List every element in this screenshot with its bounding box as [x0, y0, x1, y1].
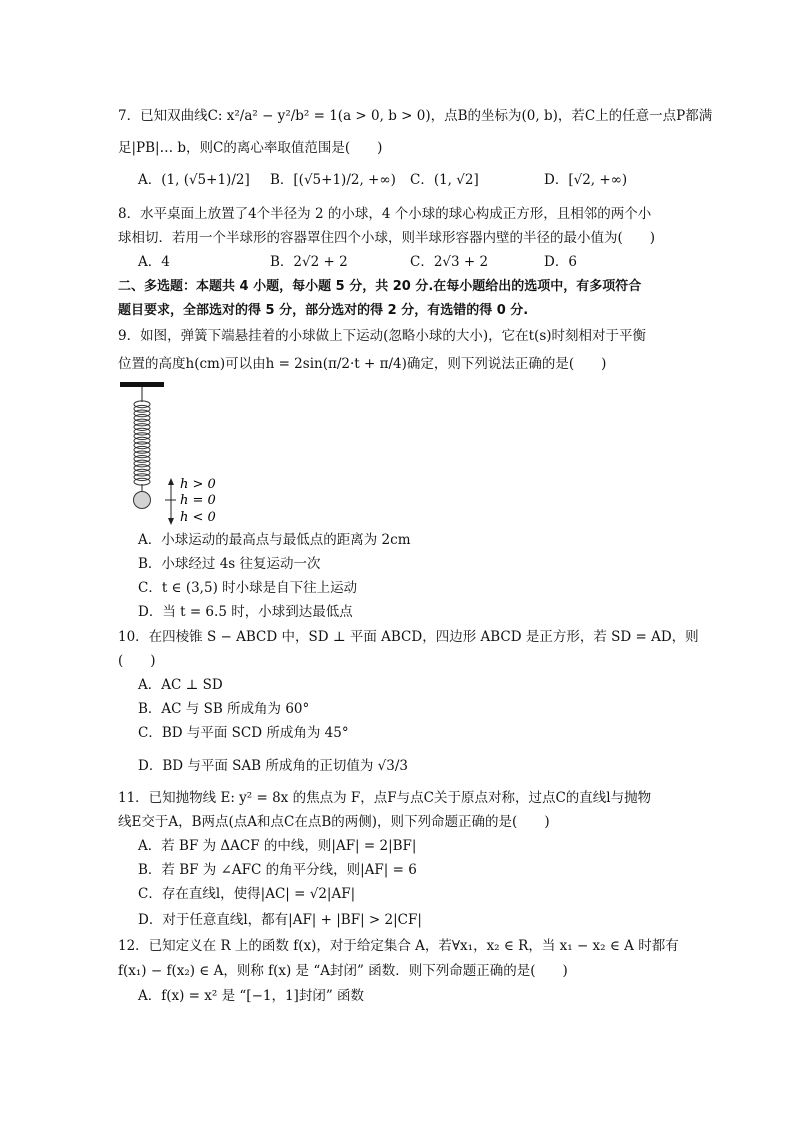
q11-option-a: A．若 BF 为 ΔACF 的中线，则|AF| = 2|BF|	[138, 838, 417, 854]
q11-option-c: C．存在直线l，使得|AC| = √2|AF|	[138, 886, 356, 902]
q8-option-c: C．2√3 + 2	[410, 254, 489, 270]
q7-option-c: C．(1, √2]	[410, 172, 479, 188]
label-h-negative: h < 0	[180, 510, 216, 525]
q11-line-2: 线E交于A，B两点(点A和点C在点B的两侧)，则下列命题正确的是( )	[118, 814, 550, 830]
q10-option-c: C．BD 与平面 SCD 所成角为 45°	[138, 725, 349, 741]
q9-option-d: D．当 t = 6.5 时，小球到达最低点	[138, 604, 353, 620]
label-h-zero: h = 0	[180, 493, 216, 508]
spring-figure	[118, 380, 228, 530]
q12-line-1: 12．已知定义在 R 上的函数 f(x)，对于给定集合 A，若∀x₁，x₂ ∈ R，当 x₁ − x₂ ∈ A 时都有	[118, 938, 679, 954]
spring-diagram	[118, 380, 228, 530]
q10-option-d: D．BD 与平面 SAB 所成角的正切值为 √3/3	[138, 758, 408, 774]
axis-arrow-down-icon	[168, 518, 174, 525]
q9-option-c: C．t ∈ (3,5) 时小球是自下往上运动	[138, 580, 358, 596]
q10-line-1: 10．在四棱锥 S − ABCD 中，SD ⊥ 平面 ABCD，四边形 ABCD 是正方形，若 SD = AD，则	[118, 629, 699, 645]
axis-arrow-up-icon	[168, 478, 174, 485]
q8-option-b: B．2√2 + 2	[270, 254, 348, 270]
q9-option-a: A．小球运动的最高点与最低点的距离为 2cm	[138, 532, 411, 548]
q12-option-a: A．f(x) = x² 是 “[−1，1]封闭” 函数	[138, 988, 365, 1004]
section-2-heading-line-2: 题目要求，全部选对的得 5 分，部分选对的得 2 分，有选错的得 0 分.	[118, 303, 529, 318]
q7-option-a: A．(1, (√5+1)/2]	[138, 172, 250, 188]
q10-line-2: ( )	[118, 653, 156, 669]
q11-option-d: D．对于任意直线l，都有|AF| + |BF| > 2|CF|	[138, 912, 422, 928]
q7-line-2: 足|PB|… b，则C的离心率取值范围是( )	[118, 140, 383, 156]
label-h-positive: h > 0	[180, 477, 216, 492]
ball	[134, 492, 151, 509]
q7-option-b: B．[(√5+1)/2, +∞)	[270, 172, 396, 188]
q8-option-a: A．4	[138, 254, 170, 270]
q10-option-b: B．AC 与 SB 所成角为 60°	[138, 701, 310, 717]
spring-coil	[134, 401, 150, 485]
q7-line-1: 7．已知双曲线C: x²/a² − y²/b² = 1(a > 0, b > 0)，点B的坐标为(0, b)，若C上的任意一点P都满	[118, 108, 713, 124]
q8-line-1: 8．水平桌面上放置了4个半径为 2 的小球，4 个小球的球心构成正方形，且相邻的两个小	[118, 206, 652, 222]
q9-line-1: 9．如图，弹簧下端悬挂着的小球做上下运动(忽略小球的大小)，它在t(s)时刻相对于平衡	[118, 328, 647, 344]
q11-option-b: B．若 BF 为 ∠AFC 的角平分线，则|AF| = 6	[138, 862, 417, 878]
q12-line-2: f(x₁) − f(x₂) ∈ A，则称 f(x) 是 “A封闭” 函数．则下列命题正确的是( )	[118, 963, 568, 979]
q9-line-2: 位置的高度h(cm)可以由h = 2sin(π/2·t + π/4)确定，则下列说法正确的是( )	[118, 356, 607, 372]
q10-option-a: A．AC ⊥ SD	[138, 677, 223, 693]
q8-line-2: 球相切．若用一个半球形的容器罩住四个小球，则半球形容器内壁的半径的最小值为( )	[118, 230, 656, 246]
q9-option-b: B．小球经过 4s 往复运动一次	[138, 556, 321, 572]
q7-option-d: D．[√2, +∞)	[544, 172, 628, 188]
section-2-heading-line-1: 二、多选题：本题共 4 小题，每小题 5 分，共 20 分.在每小题给出的选项中，有多项符合	[118, 279, 642, 294]
q11-line-1: 11．已知抛物线 E: y² = 8x 的焦点为 F，点F与点C关于原点对称，过点C的直线l与抛物	[118, 790, 652, 806]
q8-option-d: D．6	[544, 254, 577, 270]
ceiling-bar	[120, 382, 164, 387]
